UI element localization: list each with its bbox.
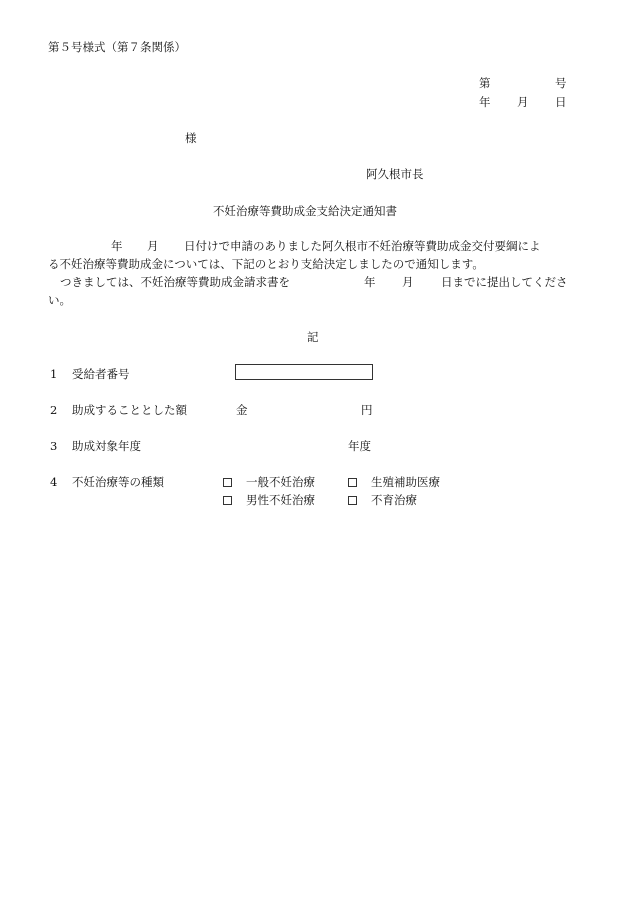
- item-1-label: 受給者番号: [72, 367, 130, 381]
- body-line2-text: る不妊治療等費助成金については、下記のとおり支給決定しましたので通知します。: [48, 257, 484, 271]
- sender-name: 阿久根市長: [366, 167, 424, 181]
- date-day-label: 日: [555, 95, 567, 109]
- option-recurrent-miscarriage[interactable]: [348, 493, 417, 507]
- body-line3-month: 月: [402, 275, 414, 289]
- body-line3-year: 年: [364, 275, 376, 289]
- item-3-number: 3: [50, 439, 58, 453]
- document-title: 不妊治療等費助成金支給決定通知書: [213, 204, 397, 218]
- recipient-number-field[interactable]: [235, 364, 373, 380]
- body-line4-text: い。: [48, 293, 71, 307]
- checkbox-icon[interactable]: [348, 496, 357, 505]
- option-label: 男性不妊治療: [246, 493, 315, 507]
- addressee-sama: 様: [185, 131, 197, 145]
- body-line3-tail: 日までに提出してくださ: [441, 275, 568, 289]
- option-male-infertility[interactable]: [223, 493, 315, 507]
- form-label: 第５号様式（第７条関係）: [48, 40, 186, 54]
- checkbox-icon[interactable]: [223, 478, 232, 487]
- body-line1-text: 日付けで申請のありました阿久根市不妊治療等費助成金交付要綱によ: [184, 239, 541, 253]
- item-4-label: 不妊治療等の種類: [72, 475, 164, 489]
- body-line3-text: つきましては、不妊治療等費助成金請求書を: [60, 275, 290, 289]
- checkbox-icon[interactable]: [348, 478, 357, 487]
- option-general-infertility[interactable]: [223, 475, 315, 489]
- option-assisted-reproduction[interactable]: [348, 475, 440, 489]
- option-label: 不育治療: [371, 493, 417, 507]
- amount-prefix: 金: [236, 403, 248, 417]
- item-2-label: 助成することとした額: [72, 403, 187, 417]
- item-1-number: 1: [50, 367, 58, 381]
- amount-unit: 円: [361, 403, 373, 417]
- date-month-label: 月: [517, 95, 529, 109]
- fiscal-year-unit: 年度: [348, 439, 371, 453]
- option-label: 生殖補助医療: [371, 475, 440, 489]
- checkbox-icon[interactable]: [223, 496, 232, 505]
- doc-number-dai: 第: [479, 76, 491, 90]
- ki-heading: 記: [307, 330, 319, 344]
- item-2-number: 2: [50, 403, 58, 417]
- item-3-label: 助成対象年度: [72, 439, 141, 453]
- item-4-number: 4: [50, 475, 58, 489]
- date-year-label: 年: [479, 95, 491, 109]
- body-line1-month: 月: [147, 239, 159, 253]
- doc-number-go: 号: [555, 76, 567, 90]
- option-label: 一般不妊治療: [246, 475, 315, 489]
- body-line1-year: 年: [111, 239, 123, 253]
